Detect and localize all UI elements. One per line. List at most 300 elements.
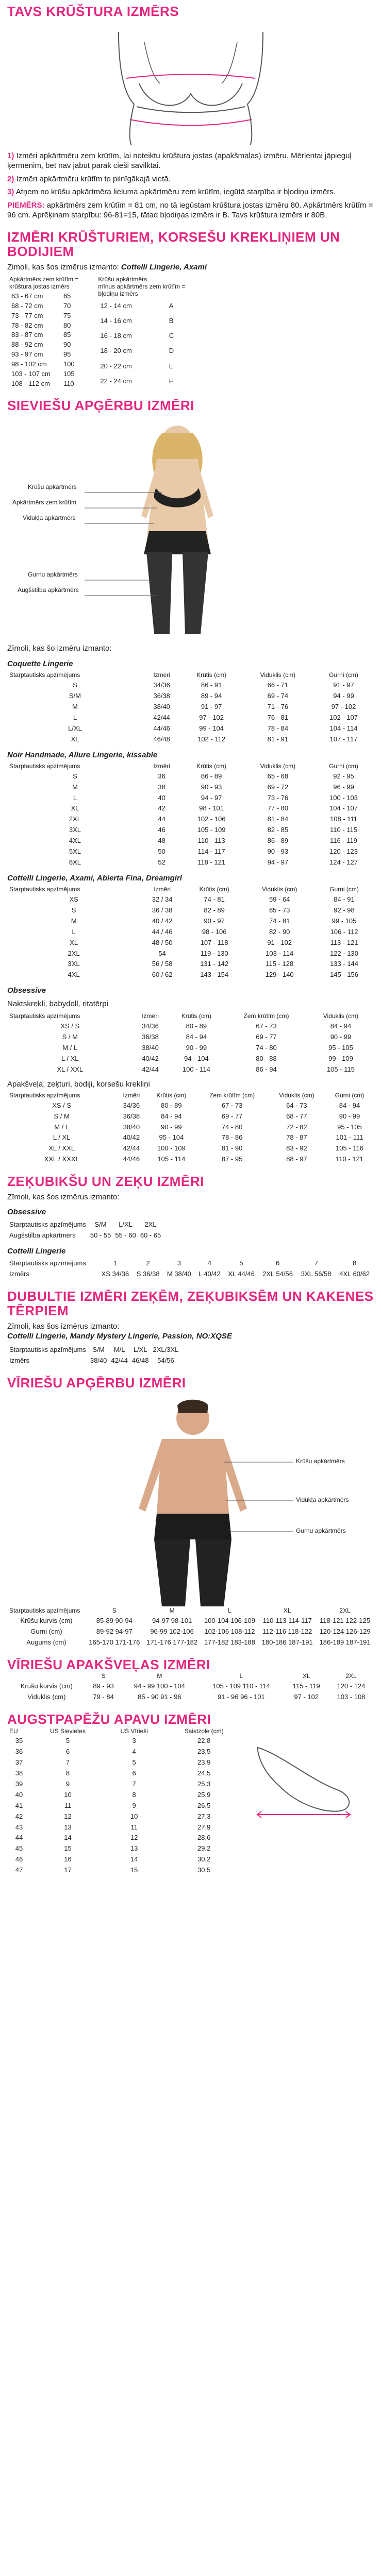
table-cell: M/L xyxy=(113,1345,125,1353)
table-cell: 80 - 89 xyxy=(161,1101,182,1109)
table-cell: 36/38 xyxy=(153,692,170,700)
table-row xyxy=(7,379,80,389)
table-cell: 68 - 77 xyxy=(286,1112,307,1120)
table-cell: 74 - 81 xyxy=(204,895,225,904)
women-table-3-brand: Cottelli Lingerie, Axami, Abierta Fina, Dreamgirl xyxy=(7,873,182,883)
table-cell: 25,9 xyxy=(197,1790,211,1799)
table-cell: 42/44 xyxy=(123,1144,140,1153)
label-waist: Vidukļa apkārtmērs xyxy=(23,514,76,522)
table-cell: 107 - 117 xyxy=(329,735,358,743)
table-cell: XS / S xyxy=(52,1101,72,1109)
table-cell: L / XL xyxy=(53,1133,71,1142)
table-row xyxy=(7,1054,374,1064)
table-cell: 85 - 90 91 - 96 xyxy=(138,1693,181,1701)
table-cell: 38/40 xyxy=(123,1123,140,1131)
table-header-cell: Saistzole (cm) xyxy=(184,1727,224,1735)
table-cell: 1 xyxy=(113,1259,117,1267)
table-row xyxy=(7,360,80,369)
table-cell: S xyxy=(71,906,76,914)
table-cell: 78 - 84 xyxy=(267,724,289,732)
table-cell: 124 - 127 xyxy=(329,858,358,866)
table-cell: 23,9 xyxy=(197,1758,211,1767)
table-header-cell: Izmēri xyxy=(154,886,171,893)
table-cell: 93 - 97 cm xyxy=(11,350,43,359)
table-row xyxy=(7,836,374,846)
table-header-cell: Viduklis (cm) xyxy=(260,671,296,679)
section-title-double: DUBULTIE IZMĒRI ZEĶĒM, ZEĶUBIKSĒM UN KAKENES TĒRPIEM xyxy=(7,1288,374,1319)
table-row xyxy=(7,1790,244,1801)
table-cell: 74 - 80 xyxy=(221,1123,243,1131)
table-row xyxy=(7,825,374,836)
double-size-table xyxy=(7,1345,180,1366)
table-cell: 105 xyxy=(63,370,75,378)
table-header-cell: Izmēri xyxy=(153,762,170,770)
table-row xyxy=(7,734,374,745)
table-cell: 30,2 xyxy=(197,1855,211,1863)
table-cell: 85-89 90-94 xyxy=(96,1617,132,1625)
table-row-label: Izmērs xyxy=(9,1269,29,1278)
table-cell: 95 xyxy=(63,350,71,359)
table-cell: 69 - 77 xyxy=(221,1112,243,1120)
table-cell: 102 - 107 xyxy=(329,713,358,721)
table-row xyxy=(7,846,374,857)
table-cell: 42 xyxy=(15,1812,23,1820)
table-cell: 90 xyxy=(63,341,71,349)
table-row xyxy=(96,374,187,389)
table-cell: 46 xyxy=(15,1855,23,1863)
table-cell: 38 xyxy=(15,1769,23,1777)
table-row xyxy=(7,1154,374,1165)
table-cell: 71 - 76 xyxy=(267,702,289,710)
stockings-table-1 xyxy=(7,1219,163,1241)
table-row xyxy=(7,1230,163,1241)
table-cell: 27,9 xyxy=(197,1823,211,1831)
bra-step-1: 1) Izmēri apkārtmēru zem krūtīm, lai noteiktu krūšturа jostas (apakšmalas) izmēru. Mērlentai jāpieguļ ķermenim, bet nav jābūt pārāk cieši savilktai. xyxy=(7,151,352,171)
table-cell: 120 - 124 xyxy=(337,1682,366,1690)
table-row xyxy=(7,1111,374,1122)
table-cell: 12 xyxy=(64,1812,72,1820)
table-cell: 3XL 56/58 xyxy=(301,1269,332,1278)
table-row xyxy=(7,713,374,723)
table-row xyxy=(7,321,80,331)
table-cell: 79 - 84 xyxy=(93,1693,114,1701)
table-cell: 116 - 119 xyxy=(330,837,358,845)
table-cell: 50 - 55 xyxy=(90,1231,111,1239)
table-cell: 44 xyxy=(15,1834,23,1842)
table-cell: S xyxy=(73,772,77,780)
table-cell: S / M xyxy=(62,1032,78,1041)
table-cell: Krūšu kurvis (cm) xyxy=(20,1617,73,1625)
table-row xyxy=(7,1269,374,1280)
table-cell: 9 xyxy=(132,1801,136,1809)
table-row xyxy=(7,927,374,938)
table-header-cell: Gurni (cm) xyxy=(329,886,359,893)
man-model-illustration xyxy=(7,1390,374,1606)
table-header-cell: M xyxy=(169,1607,175,1615)
table-cell: 63 - 67 cm xyxy=(11,292,43,300)
table-cell: 89 - 93 xyxy=(93,1682,114,1690)
table-cell: 118-121 122-125 xyxy=(320,1617,371,1625)
table-row xyxy=(7,1345,180,1355)
table-cell: 9 xyxy=(65,1780,70,1788)
table-cell: 48 / 50 xyxy=(152,938,173,946)
table-cell: 90 - 97 xyxy=(204,917,225,925)
table-cell: 50 xyxy=(158,848,165,856)
table-row xyxy=(7,894,374,905)
table-header-cell: Krūtis (cm) xyxy=(199,886,229,893)
women-table-5-note: Apakšveļa, zeķturi, bodiji, korsešu krekliņi xyxy=(7,1079,150,1089)
table-cell: 68 - 72 cm xyxy=(11,301,43,310)
table-cell: 119 - 130 xyxy=(200,949,228,957)
table-cell: 40 / 42 xyxy=(152,917,173,925)
table-header-cell: EU xyxy=(9,1727,18,1735)
table-cell: 45 xyxy=(15,1844,23,1853)
shoe-size-table xyxy=(7,1727,244,1876)
table-cell: 3XL xyxy=(68,960,80,968)
table-header-row xyxy=(7,1727,244,1736)
table-cell: 84 - 94 xyxy=(339,1101,360,1109)
table-row xyxy=(7,1833,244,1843)
table-row xyxy=(7,1032,374,1043)
table-cell: 35 xyxy=(15,1737,23,1745)
table-cell: 44/46 xyxy=(123,1155,140,1163)
table-cell: M / L xyxy=(54,1123,70,1131)
table-cell: 105 - 116 xyxy=(336,1144,363,1153)
table-cell: 4XL 60/62 xyxy=(339,1269,370,1278)
table-header-cell: Starptautisks apzīmējums xyxy=(9,762,80,770)
table-cell: 114 - 117 xyxy=(197,848,225,856)
band-table-header: Apkārtmērs zem krūtīm = krūštura jostas izmērs xyxy=(9,276,79,291)
table-cell: S/M xyxy=(92,1345,105,1353)
table-cell: 6XL xyxy=(69,858,81,866)
table-row xyxy=(7,771,374,782)
table-cell: 12 xyxy=(130,1834,138,1842)
women-brands-prefix: Zīmoli, kas šo izmēru izmanto: xyxy=(7,644,112,653)
table-cell: 40/42 xyxy=(142,1054,159,1062)
table-cell: 133 - 144 xyxy=(330,960,359,968)
man-label-bust: Krūšu apkārtmērs xyxy=(296,1458,345,1465)
women-table-1-brand: Coquette Lingerie xyxy=(7,659,73,668)
bra-measure-illustration xyxy=(7,19,374,148)
table-header-cell: Viduklis (cm) xyxy=(260,762,296,770)
man-label-hip: Gurnu apkārtmērs xyxy=(296,1527,346,1535)
corset-tables xyxy=(7,275,374,389)
table-cell: 40/42 xyxy=(123,1133,140,1142)
table-cell: E xyxy=(169,362,174,370)
table-row xyxy=(7,1811,244,1822)
table-cell: 98 - 101 xyxy=(199,804,224,812)
table-cell: L 40/42 xyxy=(198,1269,221,1278)
table-cell: 99 - 104 xyxy=(199,724,224,732)
table-cell: 15 xyxy=(130,1866,138,1874)
table-cell: L xyxy=(73,793,77,802)
table-cell: 91 - 102 xyxy=(267,938,292,946)
table-row xyxy=(7,857,374,868)
table-row xyxy=(7,1681,374,1692)
table-cell: 120 - 123 xyxy=(329,848,358,856)
table-row xyxy=(7,1100,374,1111)
table-cell: C xyxy=(169,332,174,340)
table-header-cell: XL xyxy=(283,1607,291,1615)
label-underbust: Apkārtmērs zem krūtīm xyxy=(12,499,77,506)
table-cell: 74 - 80 xyxy=(256,1043,277,1052)
table-cell: 115 - 119 xyxy=(292,1682,320,1690)
table-cell: XL 44/46 xyxy=(228,1269,255,1278)
women-size-table-5 xyxy=(7,1091,374,1165)
table-cell: 6 xyxy=(132,1769,136,1777)
table-header-cell: S xyxy=(112,1607,117,1615)
table-row xyxy=(7,1219,163,1230)
table-cell: 16 xyxy=(64,1855,72,1863)
table-header-cell: Krūtis (cm) xyxy=(196,762,227,770)
man-label-waist: Vidukļa apkārtmērs xyxy=(296,1496,349,1504)
section-title-bra-measure: TAVS KRŪŠTURA IZMĒRS xyxy=(7,4,179,19)
women-size-table-4 xyxy=(7,1012,374,1075)
table-cell: XS 34/36 xyxy=(101,1269,129,1278)
table-cell: 110 - 121 xyxy=(336,1155,363,1163)
table-row xyxy=(7,1854,244,1865)
table-cell: M xyxy=(71,917,77,925)
table-cell: 2XL 54/56 xyxy=(262,1269,293,1278)
table-cell: 80 - 88 xyxy=(256,1054,277,1062)
table-cell: M / L xyxy=(62,1043,78,1052)
table-cell: 105 - 109 xyxy=(197,826,226,834)
table-cell: 7 xyxy=(65,1758,70,1767)
table-cell: L/XL xyxy=(68,724,82,732)
table-cell: 107 - 118 xyxy=(200,938,228,946)
table-cell: 94 - 99 100 - 104 xyxy=(134,1682,185,1690)
table-cell: 104 - 114 xyxy=(329,724,358,732)
woman-silhouette-icon xyxy=(7,413,374,639)
table-header-cell: Starptautisks apzīmējums xyxy=(9,886,80,893)
section-title-shoes: AUGSTPAPĒŽU APAVU IZMĒRI xyxy=(7,1711,211,1727)
table-cell: 3 xyxy=(177,1259,181,1267)
table-cell: 39 xyxy=(15,1780,23,1788)
table-cell: 4XL xyxy=(69,837,81,845)
table-cell: 86 - 94 xyxy=(256,1065,277,1073)
table-cell: Viduklis (cm) xyxy=(27,1693,66,1701)
table-cell: 106 - 112 xyxy=(330,927,358,936)
table-cell: 36 xyxy=(158,772,165,780)
table-cell: 80 - 89 xyxy=(186,1022,207,1030)
table-cell: 14 - 16 cm xyxy=(100,316,132,325)
table-cell: 94-97 98-101 xyxy=(152,1617,192,1625)
table-cell: 78 - 87 xyxy=(286,1133,307,1142)
table-cell: 40 xyxy=(15,1790,23,1799)
table-cell: S/M xyxy=(94,1220,107,1228)
table-cell: 47 xyxy=(15,1866,23,1874)
table-cell: 78 - 82 cm xyxy=(11,321,43,329)
women-size-table-1 xyxy=(7,671,374,744)
table-header-cell: US Vīrieši xyxy=(120,1727,148,1735)
table-header-row xyxy=(7,671,374,680)
table-cell: 10 xyxy=(64,1790,72,1799)
table-header-cell: Gurni (cm) xyxy=(329,671,358,679)
table-cell: 105 - 114 xyxy=(157,1155,186,1163)
table-cell: 91 - 97 xyxy=(201,702,222,710)
table-cell: 84 - 94 xyxy=(330,1022,352,1030)
table-cell: 100-104 106-109 xyxy=(204,1617,255,1625)
table-cell: 48 xyxy=(158,837,165,845)
table-cell: 42 xyxy=(158,804,165,812)
table-cell: Gurni (cm) xyxy=(30,1628,62,1636)
stockings-table-2-brand: Cottelli Lingerie xyxy=(7,1246,66,1256)
table-cell: 41 xyxy=(15,1801,23,1809)
table-header-cell: 2XL xyxy=(339,1607,351,1615)
table-cell: 30,5 xyxy=(197,1866,211,1874)
table-cell: 112-116 118-122 xyxy=(262,1628,312,1636)
table-cell: 186-189 187-191 xyxy=(319,1638,371,1646)
table-cell: L/XL xyxy=(133,1345,147,1353)
table-header-cell: Gurni (cm) xyxy=(329,762,358,770)
bra-step-3: 3) Atņem no krūšu apkārtmēra lieluma apkārtmēru zem krūtīm, iegūtā starpība ir bļodiņu izmērs. xyxy=(7,188,336,197)
table-cell: 40 xyxy=(158,793,165,802)
table-cell: 120-124 126-129 xyxy=(319,1628,371,1636)
table-cell: 118 - 121 xyxy=(197,858,226,866)
table-cell: 108 - 111 xyxy=(330,815,358,823)
table-row xyxy=(96,359,187,374)
table-cell: S / M xyxy=(54,1112,70,1120)
table-row xyxy=(7,938,374,948)
table-cell: 14 xyxy=(130,1855,138,1863)
table-cell: 18 - 20 cm xyxy=(100,347,132,355)
table-row xyxy=(7,1692,374,1703)
table-cell: 5 xyxy=(132,1758,136,1767)
table-cell: 180-186 187-191 xyxy=(261,1638,313,1646)
table-cell: 92 - 95 xyxy=(333,772,354,780)
table-cell: 32 / 34 xyxy=(152,895,173,904)
table-cell: 28,6 xyxy=(197,1834,211,1842)
table-header-row xyxy=(7,1672,374,1681)
table-header-cell: Izmēri xyxy=(123,1092,140,1099)
table-cell: 38/40 xyxy=(153,702,170,710)
table-cell: 38 xyxy=(158,783,165,791)
table-cell: 96 - 99 xyxy=(333,783,354,791)
table-row-label: Starptautisks apzīmējums xyxy=(9,1259,86,1267)
table-cell: 100 - 103 xyxy=(329,793,358,802)
table-cell: 76 - 81 xyxy=(267,713,289,721)
table-row xyxy=(7,1021,374,1032)
table-cell: 95 - 105 xyxy=(337,1123,362,1131)
table-cell: 171-176 177-182 xyxy=(146,1638,198,1646)
table-row xyxy=(7,1043,374,1054)
table-cell: XS / S xyxy=(60,1022,80,1030)
table-cell: 91 - 96 96 - 101 xyxy=(217,1693,265,1701)
table-cell: 86 - 89 xyxy=(201,772,222,780)
table-cell: 67 - 73 xyxy=(256,1022,277,1030)
table-cell: 92 - 98 xyxy=(334,906,355,914)
table-cell: Augums (cm) xyxy=(26,1638,67,1646)
table-cell: 129 - 140 xyxy=(265,971,294,979)
table-cell: 66 - 71 xyxy=(267,681,289,689)
table-cell: 91 - 97 xyxy=(333,681,354,689)
table-cell: 108 - 112 cm xyxy=(11,379,50,387)
table-cell: XL / XXL xyxy=(48,1144,75,1153)
stockings-table-2 xyxy=(7,1258,374,1280)
table-row xyxy=(7,803,374,814)
table-row xyxy=(7,1747,244,1757)
table-cell: 12 - 14 cm xyxy=(100,301,132,310)
table-cell: 13 xyxy=(130,1844,138,1853)
table-row xyxy=(7,311,80,321)
double-brands: Zīmoli, kas šos izmērus izmanto: Cottelli Lingerie, Mandy Mystery Lingerie, Passion, NO:XQSE xyxy=(7,1321,232,1341)
table-cell: 115 - 128 xyxy=(266,960,294,968)
table-cell: 64 - 73 xyxy=(286,1101,307,1109)
table-cell: 42/44 xyxy=(142,1065,159,1073)
table-row xyxy=(7,292,80,301)
cup-table-header: Krūšu apkārtmērs mīnus apkārtmērs zem krūtīm = bļodiņu izmērs xyxy=(98,276,186,297)
table-cell: 54 xyxy=(158,949,166,957)
table-cell: XXL / XXXL xyxy=(44,1155,79,1163)
table-cell: 90 - 99 xyxy=(161,1123,182,1131)
table-cell: 17 xyxy=(64,1866,72,1874)
table-cell: 143 - 154 xyxy=(200,971,229,979)
table-row xyxy=(7,350,80,360)
table-cell: 122 - 130 xyxy=(330,949,359,957)
table-cell: 95 - 105 xyxy=(328,1043,353,1052)
table-cell: XL xyxy=(70,938,78,946)
section-title-corset: IZMĒRI KRŪŠTURIEM, KORSEŠU KREKLIŅIEM UN BODIJIEM xyxy=(7,229,340,260)
table-cell: 165-170 171-176 xyxy=(89,1638,140,1646)
table-cell: 4 xyxy=(132,1748,136,1756)
table-cell: 83 - 92 xyxy=(286,1144,307,1153)
table-cell: 46/48 xyxy=(131,1356,149,1364)
table-row xyxy=(7,1843,244,1854)
table-header-row xyxy=(7,762,374,771)
table-cell: 44 xyxy=(158,815,165,823)
table-cell: 4XL xyxy=(68,971,80,979)
table-cell: 101 - 111 xyxy=(336,1133,363,1142)
table-cell: F xyxy=(169,377,173,385)
table-cell: 29,2 xyxy=(197,1844,211,1853)
table-cell: 44/46 xyxy=(153,724,170,732)
table-cell: 75 xyxy=(63,311,71,319)
table-header-cell: L xyxy=(228,1607,231,1615)
table-cell: 11 xyxy=(64,1801,72,1809)
table-cell: 96-99 102-106 xyxy=(150,1628,194,1636)
table-cell: 105 - 109 110 - 114 xyxy=(212,1682,270,1690)
table-header-cell: Starptautisks apzīmējums xyxy=(9,1092,80,1099)
table-cell: 100 xyxy=(63,360,75,368)
table-cell: 22 - 24 cm xyxy=(100,377,132,385)
table-header-cell: Viduklis (cm) xyxy=(261,886,297,893)
table-cell: 38/40 xyxy=(142,1043,159,1052)
table-row-label: Augšstilba apkārtmērs xyxy=(9,1231,76,1239)
women-table-4-brand: Obsessive xyxy=(7,986,46,995)
table-cell: 102 - 106 xyxy=(197,815,226,823)
table-cell: XL xyxy=(71,735,79,743)
table-cell: 84 - 91 xyxy=(334,895,355,904)
table-cell: 46 xyxy=(158,826,165,834)
section-title-men-underwear: VĪRIEŠU APAKŠVEĻAS IZMĒRI xyxy=(7,1656,210,1672)
table-row xyxy=(7,330,80,340)
table-cell: 69 - 74 xyxy=(267,692,289,700)
label-hip: Gurnu apkārtmērs xyxy=(28,571,78,579)
table-cell: 36 xyxy=(15,1748,23,1756)
table-header-cell: Viduklis (cm) xyxy=(279,1092,314,1099)
table-cell: 6 xyxy=(275,1259,280,1267)
table-cell: 22,8 xyxy=(197,1737,211,1745)
table-cell: 95 - 104 xyxy=(159,1133,184,1142)
table-cell: 81 - 91 xyxy=(267,735,289,743)
table-cell: 13 xyxy=(64,1823,72,1831)
table-header-cell: Gurni (cm) xyxy=(335,1092,365,1099)
table-cell: XL / XXL xyxy=(57,1065,84,1073)
table-cell: 82 - 85 xyxy=(267,826,289,834)
table-cell: Krūšu kurvis (cm) xyxy=(20,1682,73,1690)
table-header-cell: Izmēri xyxy=(153,671,170,679)
table-cell: 26,5 xyxy=(197,1801,211,1809)
